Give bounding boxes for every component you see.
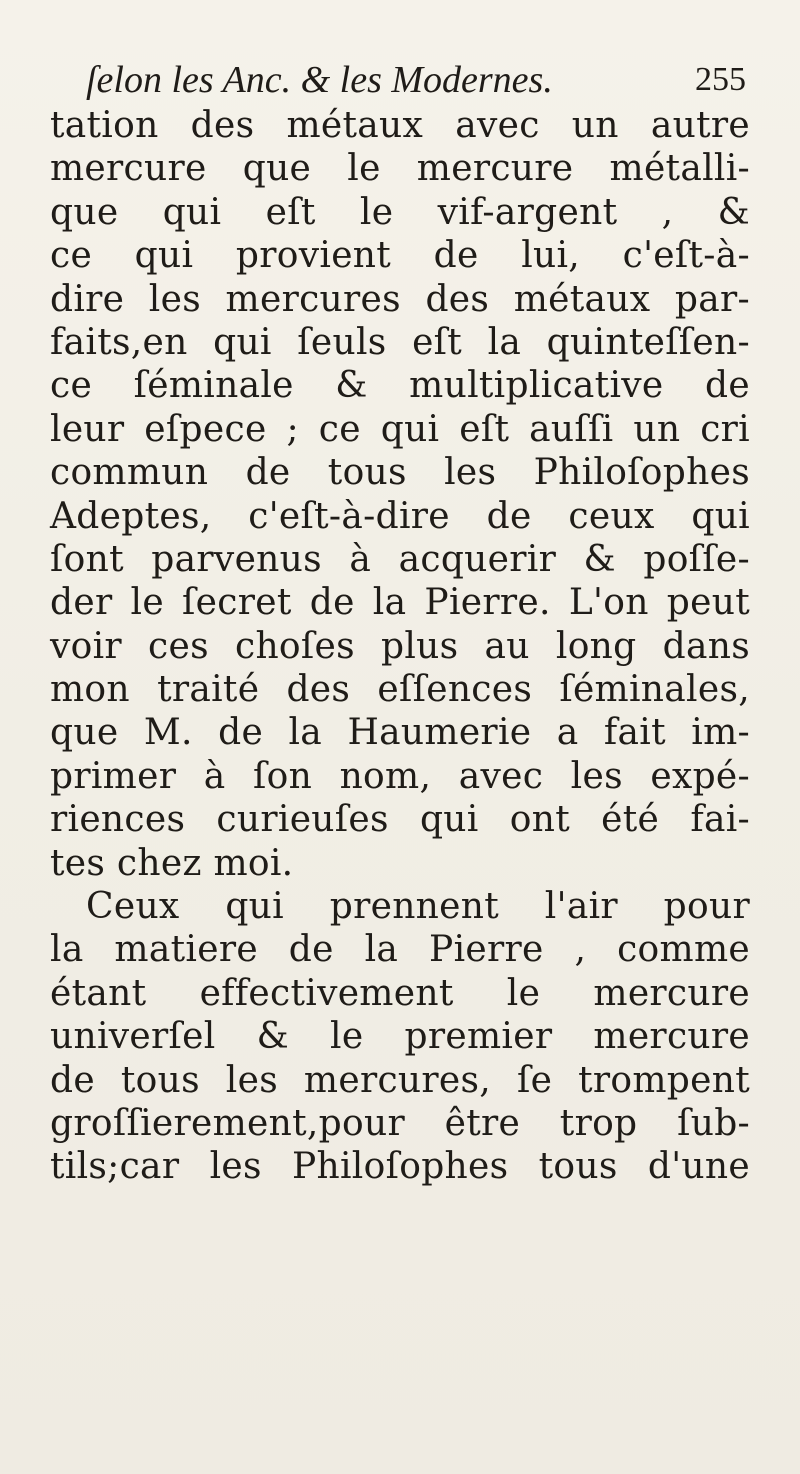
text-line: Ceux qui prennent l'air pour	[86, 886, 750, 928]
text-line: groſſierement,pour être trop ſub-	[50, 1102, 750, 1144]
running-head	[86, 52, 746, 108]
text-line: dire les mercures des métaux par-	[50, 278, 750, 320]
text-line: mercure que le mercure métalli-	[50, 148, 750, 190]
text-line: leur eſpece ; ce qui eſt auſſi un cri	[50, 408, 750, 450]
text-line: univerſel & le premier mercure	[50, 1016, 750, 1058]
text-line: der le ſecret de la Pierre. L'on peut	[50, 582, 750, 624]
text-line: voir ces choſes plus au long dans	[50, 625, 750, 667]
text-line: commun de tous les Philoſophes	[50, 452, 750, 494]
text-line: tils;car les Philoſophes tous d'une	[50, 1146, 750, 1188]
text-line: que qui eſt le vif-argent , &	[50, 191, 750, 233]
text-line: la matiere de la Pierre , comme	[50, 929, 750, 971]
text-line: faits,en qui ſeuls eſt la quinteſſen-	[50, 321, 750, 363]
text-line: étant effectivement le mercure	[50, 972, 750, 1014]
text-line: primer à ſon nom, avec les expé-	[50, 755, 750, 797]
body-text	[50, 104, 750, 1189]
page-number: 255	[695, 61, 746, 98]
text-line: Adeptes, c'eſt-à-dire de ceux qui	[50, 495, 750, 537]
text-line: ce qui provient de lui, c'eſt-à-	[50, 235, 750, 277]
running-title: ſelon les Anc. & les Modernes.	[86, 59, 553, 101]
text-line: ce ſéminale & multiplicative de	[50, 365, 750, 407]
text-line: que M. de la Haumerie a fait im-	[50, 712, 750, 754]
text-line: tes chez moi.	[50, 842, 294, 884]
text-line: tation des métaux avec un autre	[50, 105, 750, 146]
text-line: ſont parvenus à acquerir & poſſe-	[50, 538, 750, 580]
text-line: riences curieuſes qui ont été fai-	[50, 799, 750, 841]
text-line: mon traité des eſſences ſéminales,	[50, 669, 750, 711]
text-line: de tous les mercures, ſe trompent	[50, 1059, 750, 1101]
